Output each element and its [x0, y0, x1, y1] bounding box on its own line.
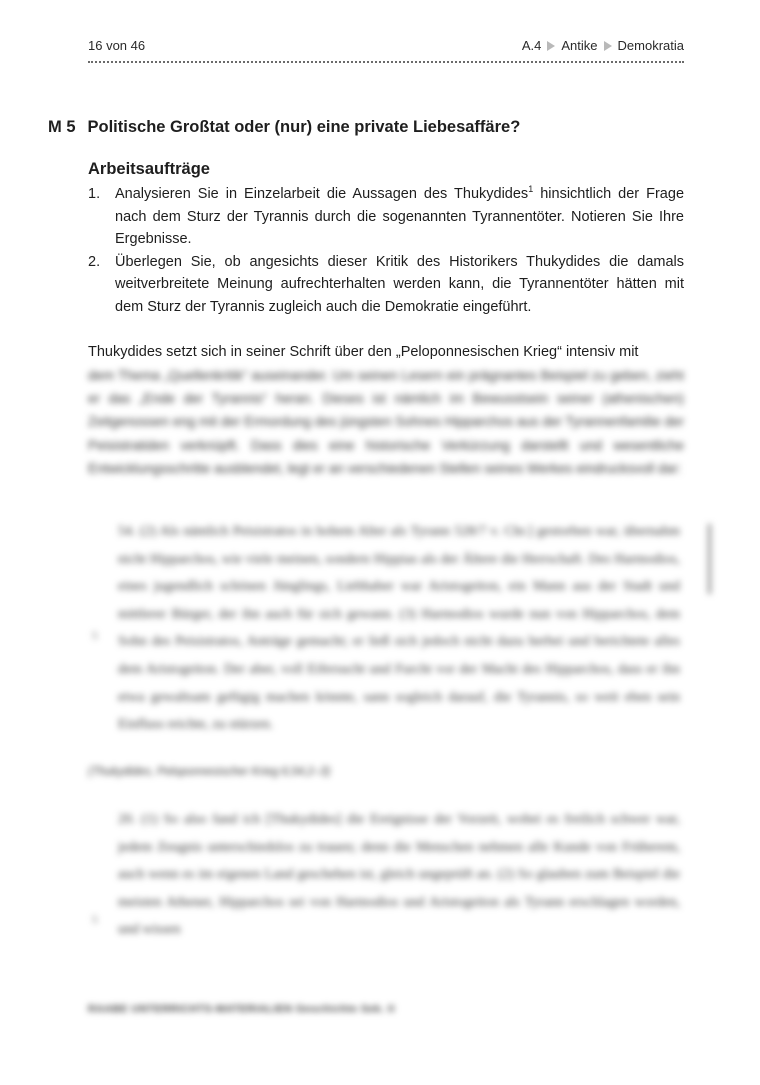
tasks-heading: Arbeitsaufträge	[88, 160, 210, 178]
intro-first-line: Thukydides setzt sich in seiner Schrift über den „Peloponnesischen Krieg“ intensiv mit	[88, 344, 639, 360]
page-indicator: 16 von 46	[88, 38, 146, 53]
source-quote-1: 54. (2) Als nämlich Peisistratos in hohem Alter als Tyrann 528/7 v. Chr.] gestorben war, übernahm nicht Hipparchos, wie viele meinen, sondern Hippias als der Ältere die Herrschaft. Des Harmodios, eines jugendlich schönen Jünglings, Liebhaber war Aristogeiton, ein Mann aus der Stadt und mittlerer Bürger, der ihn auch für sich gewann. (3) Harmodios wurde nun von Hipparchos, dem Sohn des Peisistratos, Anträge gemacht; er ließ sich jedoch nicht dazu herbei und berichtete alles dem Aristogeiton. Der aber, voll Eifersucht und Furcht vor der Macht des Hipparchos, dass er ihn etwa gewaltsam gefügig machen könnte, sann sogleich darauf, die Tyrannis, so weit eben sein Einfluss reichte, zu stürzen.	[118, 524, 680, 733]
task-item: 2. Überlegen Sie, ob angesichts dieser Kritik des Historikers Thukydides die damals weitverbreitete Meinung aufrechterhalten werden kann, die Tyrannentöter hätten mit dem Sturz der Tyrannis zugleich auch die Demokratie eingeführt.	[88, 251, 684, 319]
breadcrumb-item: Demokratia	[617, 38, 684, 53]
triangle-right-icon	[604, 41, 612, 51]
breadcrumb	[522, 38, 684, 53]
header-divider	[88, 61, 684, 63]
breadcrumb-item: Antike	[561, 38, 598, 53]
line-number: 5	[92, 630, 98, 642]
tasks-section	[88, 160, 684, 318]
breadcrumb-item: A.4	[521, 38, 542, 53]
line-number: 5	[92, 914, 98, 926]
tasks-list	[88, 183, 684, 318]
material-heading	[48, 118, 520, 137]
task-number: 1.	[88, 186, 101, 202]
source-quote-2: 20. (1) So also fand ich [Thukydides] die Ereignisse der Vorzeit, wobei es freilich schwer war, jedem Zeugnis unterschiedslos zu trauen; denn die Menschen nehmen alle Kunde von Früherem, auch wenn es im eigenen Land geschehen ist, gleich ungeprüft an. (2) So glauben zum Beispiel die meisten Athener, Hipparchos sei von Harmodios und Aristogeiton als Tyrann erschlagen worden, und wissen	[118, 812, 680, 938]
source-citation: (Thukydides, Peloponnesischer Krieg 6,54,2–3)	[88, 766, 331, 778]
triangle-right-icon	[547, 41, 555, 51]
footnote-marker: 1	[528, 184, 534, 195]
side-margin-mark	[703, 524, 715, 594]
material-title: Politische Großtat oder (nur) eine private Liebesaffäre?	[87, 118, 521, 136]
task-number: 2.	[88, 253, 101, 270]
material-number: M 5	[48, 118, 76, 136]
task-item: 1. Analysieren Sie in Einzelarbeit die Aussagen des Thukydides$^1$ hinsichtlich der Frage nach dem Sturz der Tyrannis durch die sogenannten Tyrannentöter. Notieren Sie Ihre Ergebnisse.	[88, 184, 685, 247]
intro-paragraph-blurred: dem Thema „Quellenkritik“ auseinander. Um seinen Lesern ein prägnantes Beispiel zu geben, zieht er das „Ende der Tyrannis“ heran. Dieses ist nämlich im Bewusstsein seiner (athenischen) Zeitgenossen eng mit der Ermordung des jüngsten Sohnes Hipparchos aus der Tyrannenfamilie der Peisistratiden verknüpft. Dass dies eine historische Verkürzung darstellt und wesentliche Entwicklungsschritte ausblendet, legt er an verschiedenen Stellen seines Werkes eindrucksvoll dar:	[88, 368, 684, 476]
page-footer: RAABE UNTERRICHTS-MATERIALIEN Geschichte Sek. II	[88, 1003, 395, 1015]
page-header	[88, 38, 684, 53]
